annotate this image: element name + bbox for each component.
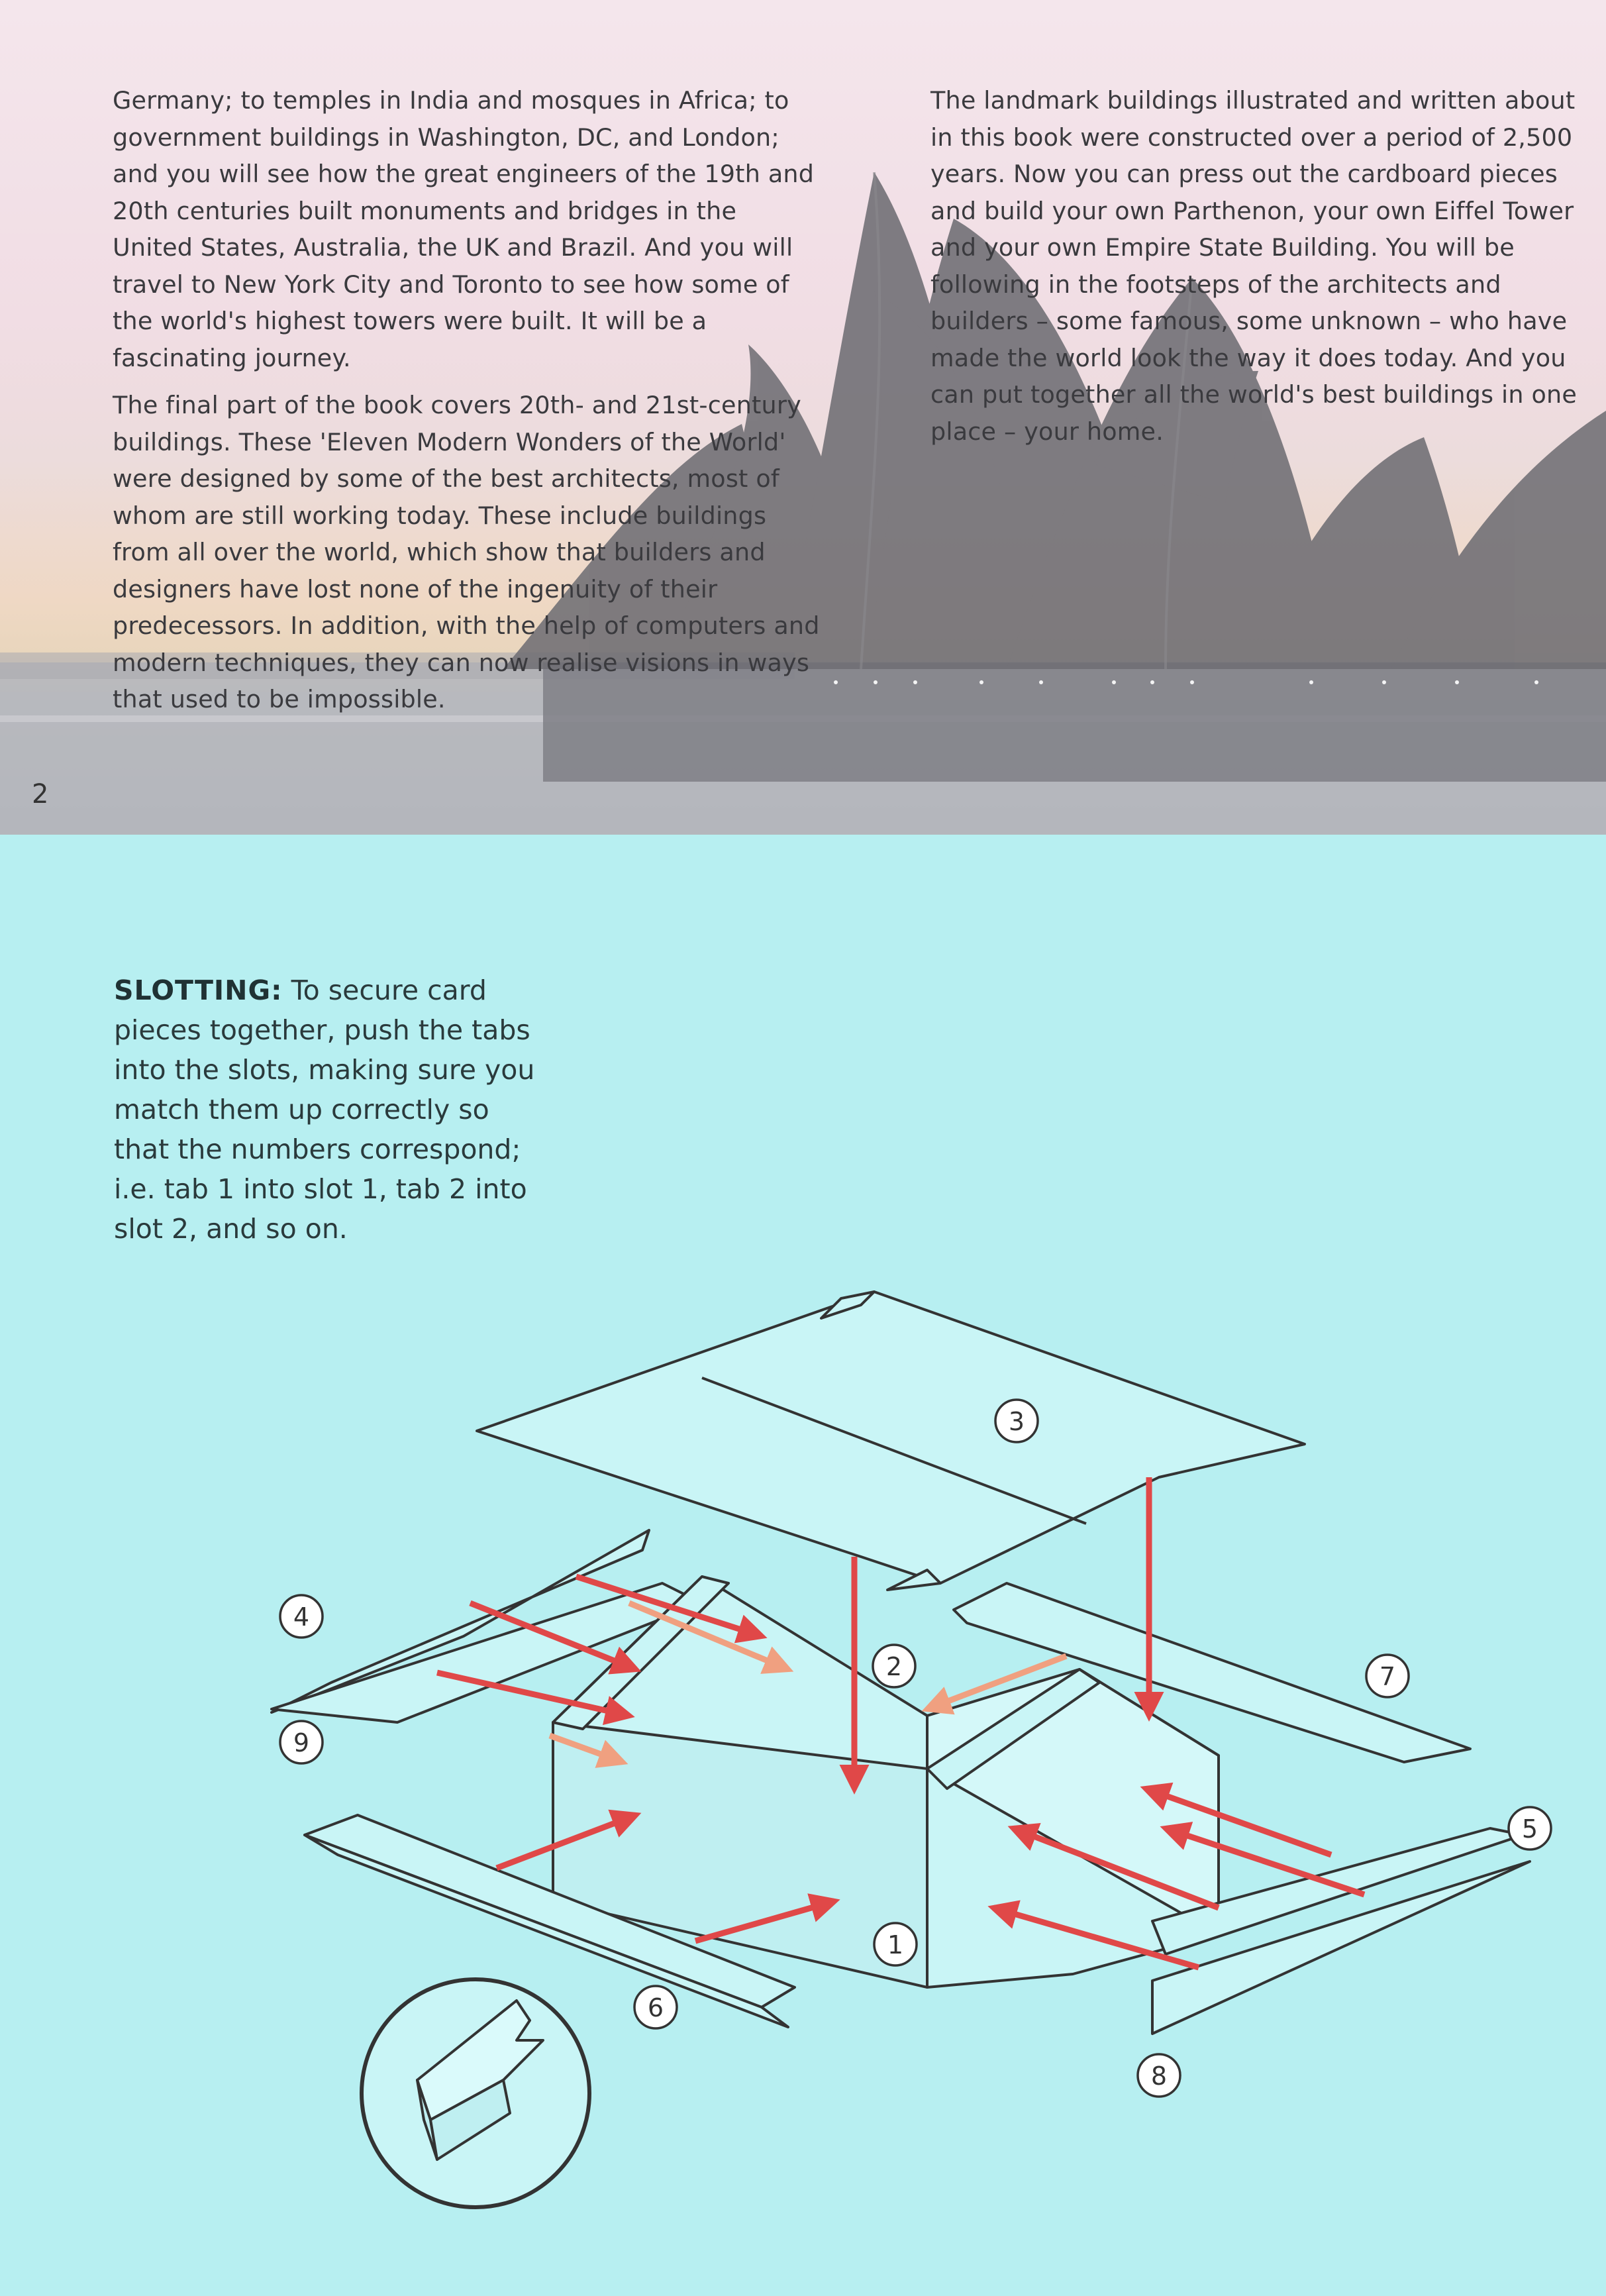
- slotting-body: To secure card pieces together, push the tabs into the slots, making sure you match them up correctly so that the numbers correspond; i.e. tab 1 into slot 1, tab 2 into slot 2, and so on.: [114, 974, 535, 1245]
- label-9: 9: [293, 1728, 310, 1757]
- left-paragraph-2: The final part of the book covers 20th- and 21st-century buildings. These 'Eleven Modern Wonders of the World' were designed by some of the best architects, most of whom are still working today. These include buildings from all over the world, which show that builders and designers have lost none of the ingenuity of their predecessors. In addition, with the help of computers and modern techniques, they can now realise visions in ways that used to be impossible.: [113, 391, 820, 713]
- assembly-diagram: [0, 835, 1606, 2296]
- label-4: 4: [293, 1602, 310, 1632]
- piece-3-lid: [477, 1292, 1305, 1583]
- right-text-column: [930, 82, 1603, 450]
- left-text-column: [113, 82, 821, 718]
- label-7: 7: [1379, 1662, 1396, 1691]
- label-2: 2: [885, 1652, 903, 1681]
- label-1: 1: [887, 1930, 904, 1959]
- left-paragraph-1: Germany; to temples in India and mosques in Africa; to government buildings in Washington, DC, and London; and you will see how the great engineers of the 19th and 20th centuries built monuments and bridges in the United States, Australia, the UK and Brazil. And you will travel to New York City and Toronto to see how some of the world's highest towers were built. It will be a fascinating journey.: [113, 86, 815, 372]
- label-3: 3: [1008, 1407, 1025, 1436]
- label-8: 8: [1150, 2061, 1168, 2091]
- page-number: 2: [32, 779, 49, 809]
- tab-detail-inset: [362, 1979, 589, 2207]
- label-6: 6: [647, 1993, 664, 2022]
- right-paragraph-1: The landmark buildings illustrated and written about in this book were constructed over a period of 2,500 years. Now you can press out the cardboard pieces and build your own Parthenon, your own Eiffel Tower and your own Empire State Building. You will be following in the footsteps of the architects and builders – some famous, some unknown – who have made the world look the way it does today. And you can put together all the world's best buildings in one place – your home.: [930, 86, 1578, 446]
- slotting-heading: SLOTTING:: [114, 974, 283, 1006]
- intro-section: [0, 0, 1606, 835]
- label-5: 5: [1521, 1814, 1538, 1844]
